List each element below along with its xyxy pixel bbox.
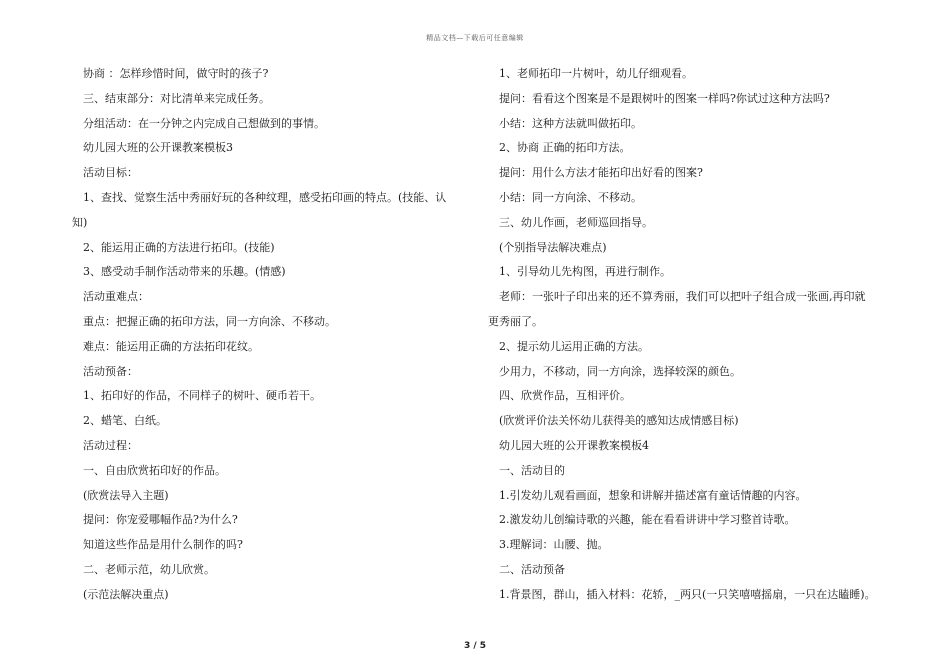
left-paragraph-line: 1、拓印好的作品，不同样子的树叶、硬币若干。 [83, 389, 321, 403]
right-paragraph-line: 小结：同一方向涂、不移动。 [499, 190, 642, 204]
right-paragraph-line: 二、活动预备 [499, 562, 565, 576]
left-paragraph-line: 难点：能运用正确的方法拓印花纹。 [83, 339, 259, 353]
right-paragraph-line: 1.背景图，群山，插入材料：花轿，_两只(一只笑嘻嘻摇扇，一只在达瞌睡)。 [499, 587, 876, 601]
right-paragraph-line: 三、幼儿作画，老师巡回指导。 [499, 215, 653, 229]
right-paragraph-line: 2.激发幼儿创编诗歌的兴趣，能在看看讲讲中学习整首诗歌。 [499, 513, 796, 527]
left-paragraph-line: 1、查找、觉察生活中秀丽好玩的各种纹理，感受拓印画的特点。(技能、认 [83, 190, 447, 204]
left-paragraph-line: 知道这些作品是用什么制作的吗? [83, 538, 243, 552]
left-column [72, 62, 472, 608]
page-separator: / [470, 641, 480, 651]
right-paragraph-line: 更秀丽了。 [488, 314, 543, 328]
right-paragraph-line: 1.引发幼儿观看画面，想象和讲解并描述富有童话情趣的内容。 [499, 488, 807, 502]
left-paragraph-line: 提问：你宠爱哪幅作品?为什么? [83, 513, 238, 527]
page-current: 3 [463, 641, 471, 651]
page-number [0, 641, 950, 651]
right-paragraph-line: (个别指导法解决难点) [499, 240, 607, 254]
right-paragraph-line: 幼儿园大班的公开课教案模板4 [499, 438, 649, 452]
right-paragraph-line: 2、提示幼儿运用正确的方法。 [499, 339, 649, 353]
right-paragraph-line: 提问：用什么方法才能拓印出好看的图案? [499, 166, 703, 180]
header-text: 精品文档—下载后可任意编辑 [426, 34, 524, 42]
left-paragraph-line: 活动重难点： [83, 290, 149, 304]
right-paragraph-line: (欣赏评价法关怀幼儿获得美的感知达成情感目标) [499, 414, 739, 428]
left-paragraph-line: 协商 ：怎样珍惜时间，做守时的孩子? [83, 67, 269, 80]
left-paragraph-line: (欣赏法导入主题) [83, 488, 169, 502]
left-paragraph-line: 一、自由欣赏拓印好的作品。 [83, 463, 226, 477]
page-total: 5 [479, 641, 487, 651]
left-paragraph-line: 2、蜡笔、白纸。 [83, 414, 167, 428]
left-paragraph-line: 重点：把握正确的拓印方法，同一方向涂、不移动。 [83, 314, 336, 328]
right-paragraph-line: 3.理解词：山腰、抛。 [499, 538, 609, 552]
left-paragraph-line: (示范法解决重点) [83, 587, 169, 601]
right-paragraph-line: 1、老师拓印一片树叶，幼儿仔细观看。 [499, 67, 693, 80]
right-paragraph-line: 小结：这种方法就叫做拓印。 [499, 116, 642, 130]
left-paragraph-line: 知) [72, 215, 88, 229]
left-paragraph-line: 幼儿园大班的公开课教案模板3 [83, 141, 233, 155]
right-paragraph-line: 2、协商 正确的拓印方法。 [499, 141, 631, 155]
right-paragraph-line: 1、引导幼儿先构图，再进行制作。 [499, 265, 671, 279]
left-paragraph-line: 分组活动：在一分钟之内完成自己想做到的事情。 [83, 116, 325, 130]
right-column [488, 62, 886, 608]
left-paragraph-line: 三、结束部分：对比清单来完成任务。 [83, 91, 270, 105]
left-paragraph-line: 活动预备： [83, 364, 138, 378]
left-paragraph-line: 3、感受动手制作活动带来的乐趣。(情感) [83, 265, 286, 279]
left-paragraph-line: 2、能运用正确的方法进行拓印。(技能) [83, 240, 275, 254]
right-paragraph-line: 老师：一张叶子印出来的还不算秀丽，我们可以把叶子组合成一张画,再印就 [499, 290, 866, 304]
right-paragraph-line: 提问：看看这个图案是不是跟树叶的图案一样吗?你试过这种方法吗? [499, 91, 830, 105]
left-paragraph-line: 活动目标： [83, 166, 138, 180]
left-paragraph-line: 二、老师示范，幼儿欣赏。 [83, 562, 215, 576]
left-paragraph-line: 活动过程： [83, 438, 138, 452]
right-paragraph-line: 少用力，不移动，同一方向涂，选择较深的颜色。 [499, 364, 741, 378]
page-header [0, 33, 950, 43]
right-paragraph-line: 四、欣赏作品，互相评价。 [499, 389, 631, 403]
right-paragraph-line: 一、活动目的 [499, 463, 565, 477]
